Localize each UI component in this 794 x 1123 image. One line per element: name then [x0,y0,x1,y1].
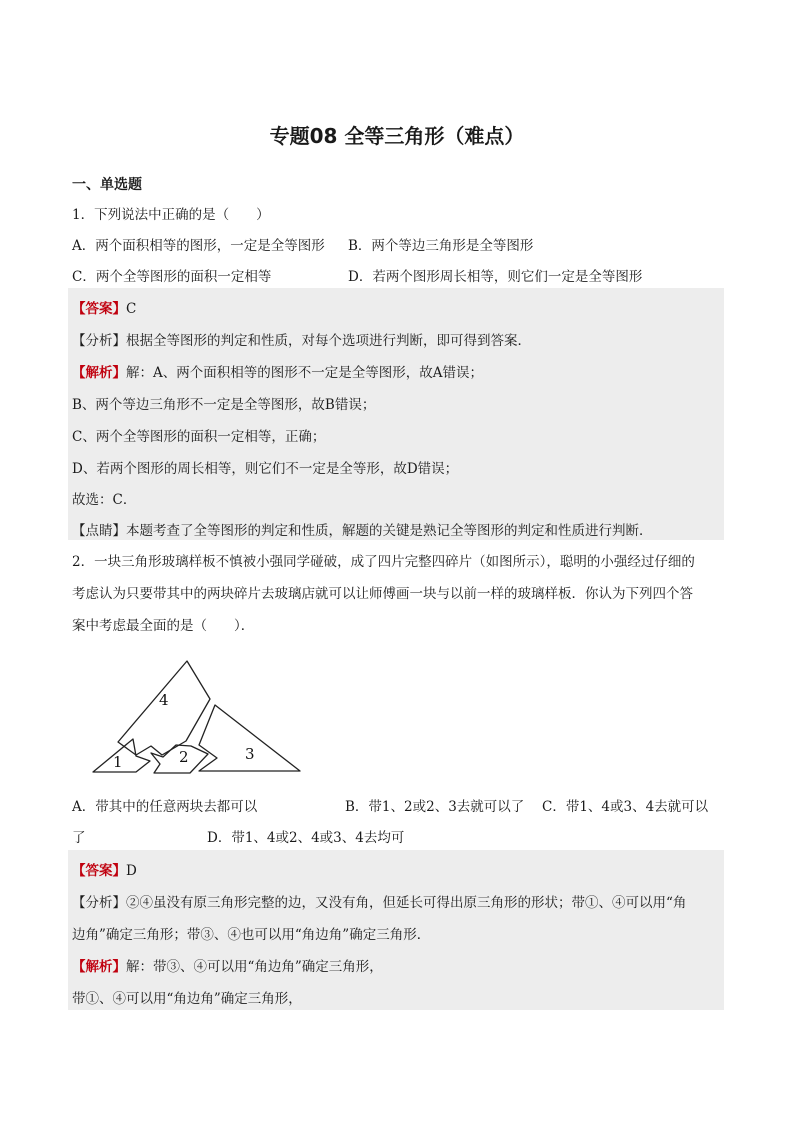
q1-option-c: C．两个全等图形的面积一定相等 [72,269,272,285]
q1-solution [72,361,483,381]
q2-stem-line-2: 考虑认为只要带其中的两块碎片去玻璃店就可以让师傅画一块与以前一样的玻璃样板．你认为下列四个答 [72,586,693,602]
q1-solution-line-2: B、两个等边三角形不一定是全等图形，故B错误； [72,397,376,413]
q1-stem: 1．下列说法中正确的是（ ） [72,207,270,223]
q1-solution-line-3: C、两个全等图形的面积一定相等，正确； [72,429,326,445]
piece-4-label: 4 [159,691,169,709]
analysis-text: ②④虽没有原三角形完整的边，又没有角，但延长可得出原三角形的形状；带①、④可以用“角 [126,895,687,911]
piece-1-label: 1 [113,753,123,771]
q1-analysis [72,329,531,349]
q1-option-a: A．两个面积相等的图形，一定是全等图形 [72,238,325,254]
q1-option-d: D．若两个图形周长相等，则它们一定是全等图形 [348,269,643,285]
analysis-label: 【分析】 [72,895,126,911]
q1-solution-line-4: D、若两个图形的周长相等，则它们不一定是全等形，故D错误； [72,461,459,477]
broken-glass-figure [90,655,310,780]
q2-analysis-line-2: 边角”确定三角形；带③、④也可以用“角边角”确定三角形． [72,927,431,943]
analysis-text: 根据全等图形的判定和性质，对每个选项进行判断，即可得到答案． [126,333,531,349]
solution-label: 【解析】 [72,365,126,381]
solution-text: 解：带③、④可以用“角边角”确定三角形， [126,959,383,975]
answer-value: D [126,863,137,879]
q1-comment [72,519,653,539]
q2-option-c-wrap: 了 [72,830,86,846]
q1-solution-line-5: 故选：C． [72,492,137,508]
q2-option-b: B．带1、2或2、3去就可以了 [345,799,525,815]
q2-analysis [72,891,686,911]
q2-option-a: A．带其中的任意两块去都可以 [72,799,258,815]
q2-stem-line-1: 2．一块三角形玻璃样板不慎被小强同学碰破，成了四片完整四碎片（如图所示），聪明的小强经过仔细的 [72,554,695,570]
comment-label: 【点睛】 [72,523,126,539]
piece-3-label: 3 [245,745,255,763]
q2-answer [72,859,137,879]
analysis-label: 【分析】 [72,333,126,349]
q2-solution [72,955,383,975]
q2-option-c: C．带1、4或3、4去就可以 [542,799,709,815]
section-heading: 一、单选题 [72,177,142,193]
page-title: 专题08 全等三角形（难点） [269,124,525,148]
q2-solution-line-2: 带①、④可以用“角边角”确定三角形， [72,991,302,1007]
q2-option-d: D．带1、4或2、4或3、4去均可 [207,830,405,846]
answer-label: 【答案】 [72,301,126,317]
piece-2-label: 2 [179,748,189,766]
q2-stem-line-3: 案中考虑最全面的是（ ）． [72,618,255,634]
q1-solution-block [68,288,724,540]
solution-text: 解：A、两个面积相等的图形不一定是全等图形，故A错误； [126,365,483,381]
q1-option-b: B．两个等边三角形是全等图形 [348,238,534,254]
q1-answer [72,297,136,317]
comment-text: 本题考查了全等图形的判定和性质，解题的关键是熟记全等图形的判定和性质进行判断． [126,523,653,539]
answer-label: 【答案】 [72,863,126,879]
solution-label: 【解析】 [72,959,126,975]
answer-value: C [126,301,137,317]
